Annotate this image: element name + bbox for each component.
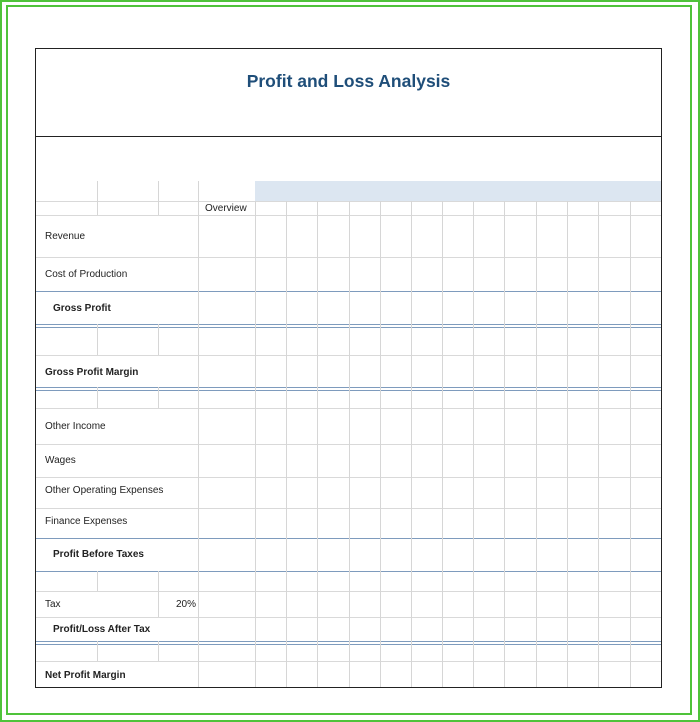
period-column-rule: [255, 201, 256, 687]
period-column-rule: [504, 201, 505, 687]
period-header-band: [255, 181, 661, 201]
other-operating-expenses-label: Other Operating Expenses: [45, 485, 164, 496]
label-column-rule: [97, 324, 98, 355]
label-column-rule: [97, 181, 98, 215]
gross-profit-label: Gross Profit: [53, 303, 111, 314]
period-column-rule: [349, 201, 350, 687]
label-column-rule: [97, 387, 98, 408]
label-column-rule: [158, 591, 159, 617]
period-column-rule: [380, 201, 381, 687]
net-profit-margin-label: Net Profit Margin: [45, 670, 126, 681]
period-column-rule: [598, 201, 599, 687]
period-column-rule: [411, 201, 412, 687]
other-income-label: Other Income: [45, 421, 106, 432]
wages-label: Wages: [45, 455, 76, 466]
label-column-rule: [158, 641, 159, 661]
period-column-rule: [536, 201, 537, 687]
period-column-rule: [630, 201, 631, 687]
period-column-rule: [473, 201, 474, 687]
profit-before-taxes-label: Profit Before Taxes: [53, 549, 144, 560]
tax-rate-value: 20%: [176, 599, 197, 610]
title-box: [35, 48, 662, 137]
overview-label: Overview: [205, 203, 247, 214]
label-column-rule: [97, 571, 98, 591]
label-column-rule: [158, 324, 159, 355]
tax-label: Tax: [45, 599, 61, 610]
period-column-rule: [286, 201, 287, 687]
label-column-rule: [158, 181, 159, 215]
period-column-rule: [442, 201, 443, 687]
profit-loss-after-tax-label: Profit/Loss After Tax: [53, 624, 151, 635]
label-column-rule: [158, 387, 159, 408]
page-title: Profit and Loss Analysis: [246, 71, 451, 91]
cost-of-production-label: Cost of Production: [45, 269, 128, 280]
label-column-rule: [158, 571, 159, 591]
finance-expenses-label: Finance Expenses: [45, 516, 128, 527]
period-column-rule: [567, 201, 568, 687]
label-column-rule: [97, 641, 98, 661]
period-column-rule: [317, 201, 318, 687]
overview-column-rule: [198, 181, 199, 687]
gross-profit-margin-label: Gross Profit Margin: [45, 367, 139, 378]
revenue-label: Revenue: [45, 231, 86, 242]
